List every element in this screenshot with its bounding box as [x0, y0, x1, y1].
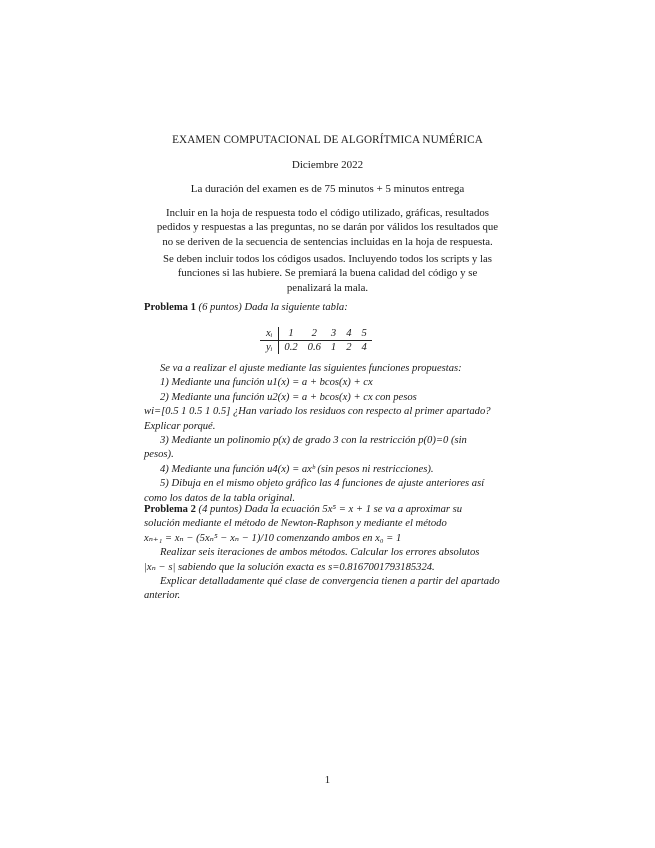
problem-2-line: (4 puntos) Dada la ecuación 5x⁵ = x + 1 se va a aproximar su: [198, 504, 463, 515]
exam-duration: La duración del examen es de 75 minutos + 5 minutos entrega: [190, 183, 465, 195]
table-row-x: [260, 327, 372, 341]
table-cell-y: 4: [361, 342, 367, 353]
problem-2-line: solución mediante el método de Newton-Raphson y mediante el método: [144, 518, 447, 530]
problem-1-heading: [144, 301, 514, 315]
problem-1-line: 1) Mediante una función u1(x) = a + bcos(x) + cx: [160, 377, 373, 389]
problem-1-line: 4) Mediante una función u4(x) = axᵇ (sin pesos ni restricciones).: [160, 463, 434, 475]
instructions-line: Incluir en la hoja de respuesta todo el código utilizado, gráficas, resultados: [166, 207, 489, 219]
table-cell-x: 2: [303, 327, 326, 341]
instructions-line: Se deben incluir todos los códigos usados. Incluyendo todos los scripts y las: [163, 253, 492, 265]
instructions-line: funciones si las hubiere. Se premiará la buena calidad del código y se: [177, 267, 478, 280]
table-header-x: xᵢ: [260, 327, 279, 341]
problem-1-line: 5) Dibuja en el mismo objeto gráfico las 4 funciones de ajuste anteriores así: [160, 478, 485, 490]
problem-2-label: Problema 2: [144, 504, 196, 515]
table-cell-x: 4: [341, 327, 356, 341]
problem-1-intro: (6 puntos) Dada la siguiente tabla:: [198, 302, 348, 313]
problem-2-line: anterior.: [144, 590, 181, 602]
table-cell-x: 3: [326, 327, 341, 341]
instructions-line: pedidos y respuestas a las preguntas, no se darán por válidos los resultados que: [156, 221, 499, 234]
problem-1-line: wi=[0.5 1 0.5 1 0.5] ¿Han variado los residuos con respecto al primer apartado?: [144, 406, 491, 418]
problem-2-line: Realizar seis iteraciones de ambos métodos. Calcular los errores absolutos: [160, 547, 480, 559]
data-table: [260, 327, 372, 354]
instructions-line: penalizará la mala.: [286, 281, 369, 294]
problem-1-line: Se va a realizar el ajuste mediante las siguientes funciones propuestas:: [160, 363, 462, 374]
problem-1-line: 2) Mediante una función u2(x) = a + bcos(x) + cx con pesos: [160, 391, 417, 403]
table-cell-x: 1: [279, 327, 303, 341]
problem-2-line: Explicar detalladamente qué clase de convergencia tienen a partir del apartado: [160, 576, 500, 588]
problem-2: [144, 503, 514, 604]
exam-date: Diciembre 2022: [291, 159, 364, 171]
instructions-paragraph-2: [140, 252, 515, 295]
exam-title: EXAMEN COMPUTACIONAL DE ALGORÍTMICA NUMÉRICA: [172, 134, 483, 146]
table-cell-x: 5: [356, 327, 371, 341]
table-cell-y: 0.6: [307, 342, 321, 353]
instructions-line: no se deriven de la secuencia de sentencias incluidas en la hoja de respuesta.: [162, 235, 493, 248]
problem-1-body: [144, 362, 514, 506]
problem-1-line: 3) Mediante un polinomio p(x) de grado 3 con la restricción p(0)=0 (sin: [160, 435, 467, 447]
problem-1-line: Explicar porqué.: [144, 420, 216, 432]
problem-2-line: xₙ₊₁ = xₙ − (5xₙ⁵ − xₙ − 1)/10 comenzando ambos en x₀ = 1: [144, 532, 402, 544]
table-cell-y: 2: [346, 342, 352, 353]
problem-2-line: |xₙ − s| sabiendo que la solución exacta es s=0.8167001793185324.: [144, 561, 435, 573]
instructions-paragraph-1: [140, 206, 515, 249]
table-cell-y: 1: [330, 342, 337, 353]
table-cell-y: 0.2: [284, 342, 298, 353]
table-header-y: yᵢ: [260, 341, 279, 355]
problem-1-line: como los datos de la tabla original.: [144, 492, 295, 504]
table-row-y: [260, 341, 372, 355]
problem-1-line: pesos).: [144, 449, 174, 461]
problem-1-label: Problema 1: [144, 302, 196, 313]
page-number: 1: [324, 774, 331, 786]
